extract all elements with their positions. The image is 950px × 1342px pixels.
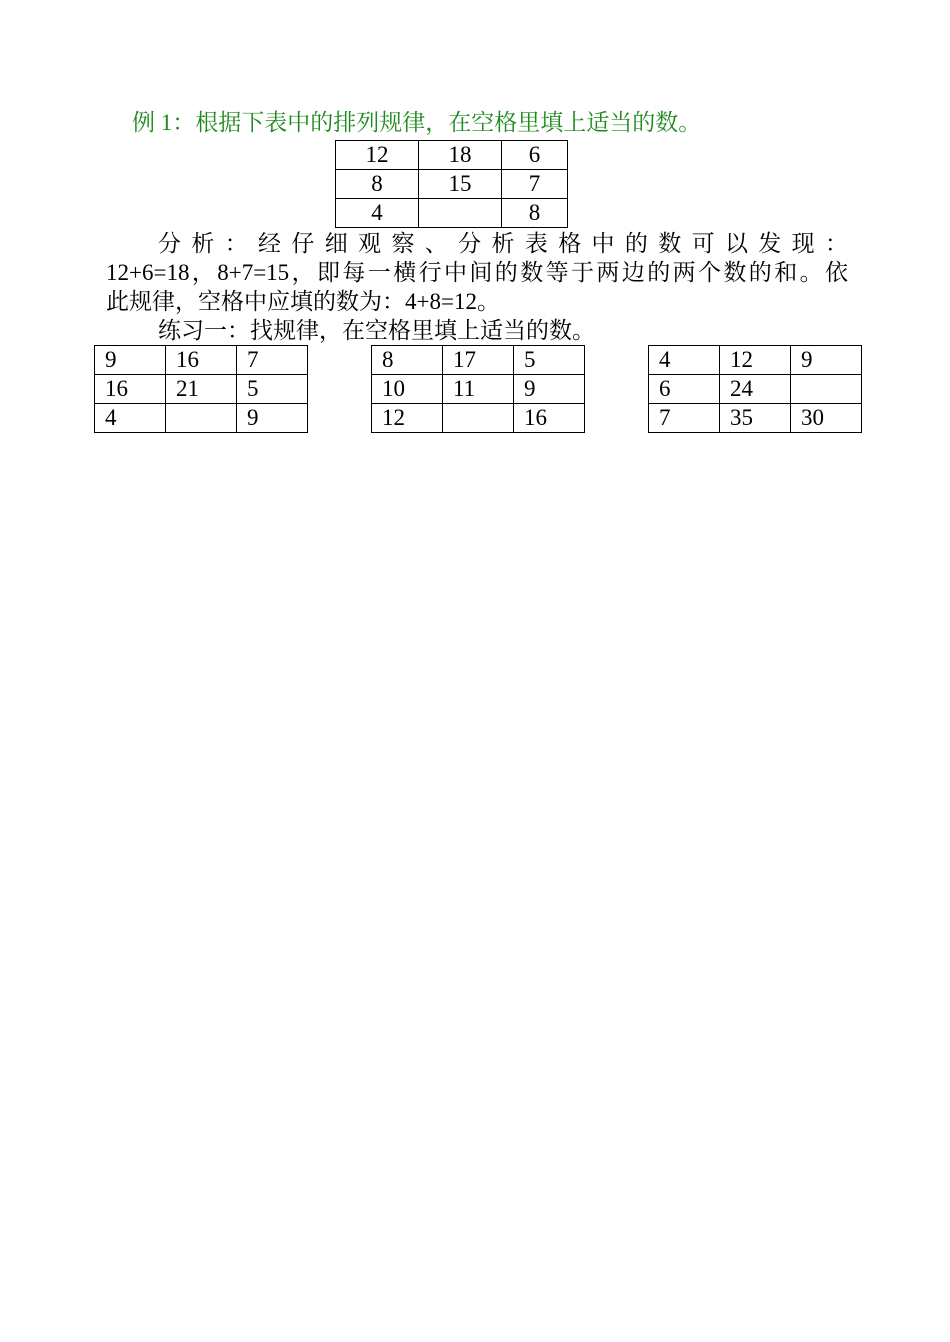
table-cell [95,404,166,433]
cell-value: 4 [659,347,671,372]
table-cell: 15 [419,170,502,199]
table-cell [166,375,237,404]
example-table [335,140,568,228]
cell-value: 16 [176,347,199,372]
blank-cell[interactable] [419,199,502,228]
analysis-line-3: 此规律，空格中应填的数为：4+8=12。 [106,289,500,314]
table-row [336,170,568,199]
table-row [372,375,585,404]
cell-value: 17 [453,347,476,372]
table-row [95,375,308,404]
table-cell [95,346,166,375]
cell-value: 7 [247,347,259,372]
table-cell: 18 [419,141,502,170]
cell-value: 9 [105,347,117,372]
cell-value: 30 [801,405,824,430]
cell-value: 5 [247,376,259,401]
cell-value: 24 [730,376,753,401]
table-cell [649,375,720,404]
table-cell [649,404,720,433]
cell-value: 21 [176,376,199,401]
table-cell [372,404,443,433]
table-cell [237,404,308,433]
table-cell: 4 [336,199,419,228]
table-cell [720,346,791,375]
cell-value: 16 [524,405,547,430]
table-cell [443,375,514,404]
cell-value: 7 [659,405,671,430]
example-title: 例 1：根据下表中的排列规律，在空格里填上适当的数。 [132,110,702,135]
table-cell: 8 [502,199,568,228]
analysis-line-1: 分析：经仔细观察、分析表格中的数可以发现： [158,231,848,256]
cell-value: 4 [105,405,117,430]
table-row [336,199,568,228]
analysis-line-2: 12+6=18，8+7=15，即每一横行中间的数等于两边的两个数的和。依 [106,260,848,285]
table-row [95,404,308,433]
table-cell [514,404,585,433]
table-row [649,404,862,433]
table-cell [237,346,308,375]
cell-value: 9 [247,405,259,430]
blank-cell[interactable] [791,375,862,404]
cell-value: 16 [105,376,128,401]
table-row [372,346,585,375]
table-cell [514,375,585,404]
table-cell [443,346,514,375]
table-row [336,141,568,170]
table-row [95,346,308,375]
practice-title: 练习一：找规律，在空格里填上适当的数。 [158,318,595,343]
cell-value: 8 [382,347,394,372]
practice-table-3 [648,345,862,433]
cell-value: 10 [382,376,405,401]
table-cell: 12 [336,141,419,170]
cell-value: 5 [524,347,536,372]
cell-value: 12 [730,347,753,372]
table-cell [95,375,166,404]
table-cell [166,346,237,375]
blank-cell[interactable] [166,404,237,433]
cell-value: 6 [659,376,671,401]
table-cell [791,404,862,433]
cell-value: 9 [524,376,536,401]
table-cell: 6 [502,141,568,170]
cell-value: 12 [382,405,405,430]
table-cell [791,346,862,375]
cell-value: 9 [801,347,813,372]
table-row [372,404,585,433]
table-cell [372,375,443,404]
table-cell [372,346,443,375]
cell-value: 11 [453,376,476,401]
table-row [649,375,862,404]
table-cell [649,346,720,375]
cell-value: 35 [730,405,753,430]
practice-table-1 [94,345,308,433]
table-row [649,346,862,375]
practice-table-2 [371,345,585,433]
table-cell [720,404,791,433]
blank-cell[interactable] [443,404,514,433]
table-cell: 7 [502,170,568,199]
table-cell [720,375,791,404]
table-cell [237,375,308,404]
table-cell: 8 [336,170,419,199]
table-cell [514,346,585,375]
